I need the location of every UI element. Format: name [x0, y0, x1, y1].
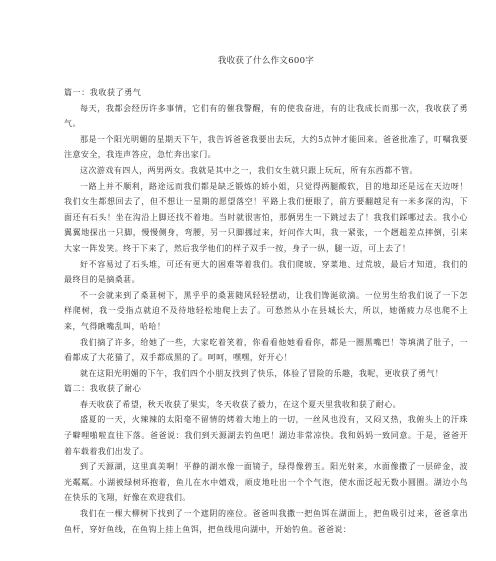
paragraph: 我们在一棵大柳树下找到了一个遮阴的座位。爸爸叫我撒一把鱼饵在湖面上，把鱼吸引过来，爸爸拿出鱼杆，穿好鱼线，在鱼钩上挂上鱼饵，把鱼线甩向湖中，开始钓鱼。爸爸说：: [64, 509, 468, 534]
paragraph: 好不容易过了石头堆，可还有更大的困难等着我们。我们爬坡、穿菜地、过荒坡，最后才知道，我们的最终目的是摘桑葚。: [64, 259, 468, 285]
section-patience: [64, 381, 468, 537]
paragraph: 到了天源湖，这里真美啊！平静的湖水像一面镜子，绿得像碧玉。阳光射来，水面像撒了一层碎金，波光粼粼。小湖被绿树环抱着，鱼儿在水中嬉戏，顽皮地吐出一个个气泡，使水面泛起无数小圆圈。湖边小鸟在快乐的飞翔，好像在欢迎我们。: [64, 462, 468, 503]
paragraph: 盛夏的一天，火辣辣的太阳毫不留情的烤着大地上的一切，一丝风也没有，又闷又热，我俯头上的汗珠子噼哩啪啦直往下落。爸爸说：我们到天源湖去钓鱼吧！湖边非常凉快。我和妈妈一致同意。于是，爸爸开着车载着我们出发了。: [64, 415, 468, 456]
paragraph: 不一会就来到了桑葚树下，黑乎乎的桑葚随风轻轻摆动，让我们馋涎欲滴。一位男生给我们说了一下怎样爬树，我一受指点就迫不及待地轻松地爬上去了。可愁然从小在县城长大，所以，她循疲力尽也爬不上来，气得瞅嘴乱叫，哈哈！: [64, 290, 468, 331]
paragraph: 就在这阳光明媚的下午，我们四个小朋友找到了快乐，体验了冒险的乐趣，我呢，更收获了勇气！: [80, 368, 444, 378]
section-heading: 篇一：我收获了勇气: [64, 88, 142, 97]
paragraph: 一路上并不顺利，路途远而我们都是缺乏锻炼的娇小姐，只觉得两腿酸软，目的地却还是远在天边呀！我们女生都想回去了，但不想让一星期的愿望落空！平路上我们便眼了，前方要翻越足有一米多深的沟，下面还有石头！坐在沟沿上脚还找不着地。当时就很害怕，那俩男生一下跳过去了！我我们踩哪过去。我小心翼翼地探出一只脚，慢慢侧身，弯腰，另一只脚挪过来，好问作大叫，我一紧张，一个趔趄差点摔倒，引来大家一阵发笑。终于下来了，然后我学他们的样子双手一按，身子一纵，腿一迈，可上去了！: [64, 181, 468, 253]
paragraph: 这次游戏有四人，两男两女。我就是其中之一，我们女生就只跟上玩玩，所有东西都不管。: [80, 165, 418, 175]
paragraph: 那是一个阳光明媚的星期天下午，我告诉爸爸我要出去玩，大约5点钟才能回来。爸爸批准了，叮嘱我要注意安全，我连声答应，急忙奔出家门。: [64, 134, 468, 160]
section-courage: [64, 85, 468, 381]
paragraph: 春天收获了希望，秋天收获了果实，冬天收获了毅力，在这个夏天里我收和获了耐心。: [80, 399, 402, 409]
section-heading: 篇二：我收获了耐心: [64, 384, 142, 394]
paragraph: 我们摘了许多，给她了一些，大家吃着笑着，你看看他她看看你，都是一圈黑嘴巴！等填满了肚子，一看都成了大花猫了，双手都成黑的了。呵呵，嘿嘿，好开心！: [64, 337, 468, 363]
document-title: 我收获了什么作文600字: [217, 56, 315, 66]
paragraph: 每天，我都会经历许多事情，它们有的催我警醒，有的使我奋进，有的让我成长而那一次，我收获了勇气。: [64, 103, 468, 129]
document-body: [64, 85, 468, 537]
